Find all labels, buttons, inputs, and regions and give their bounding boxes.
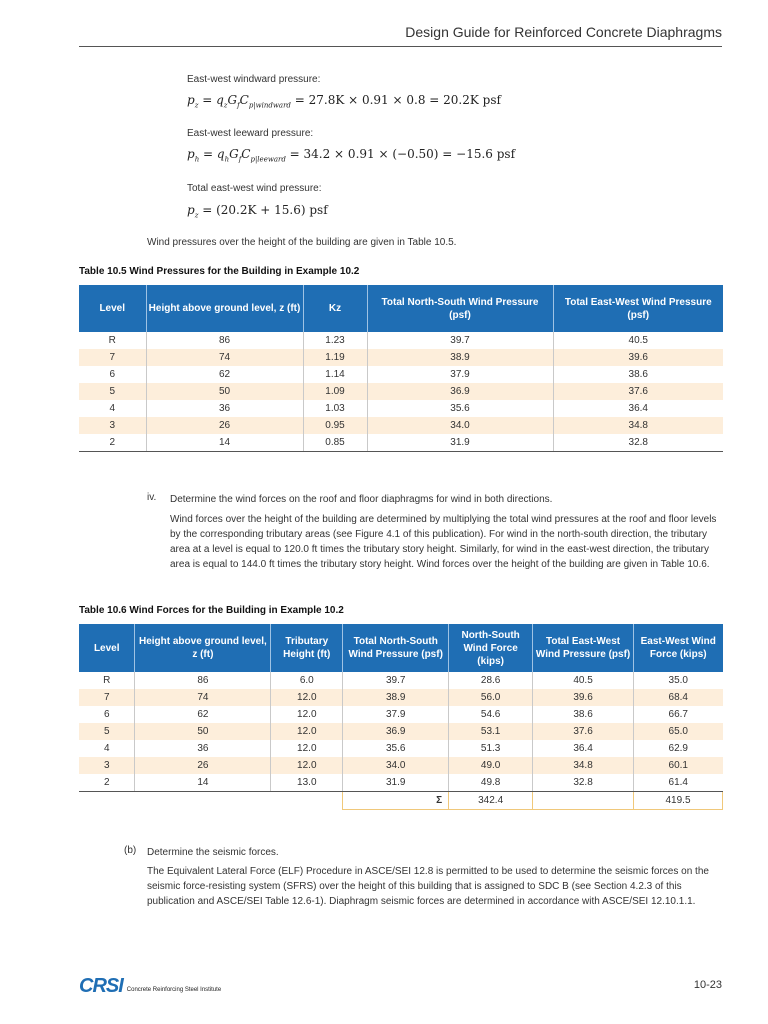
table-cell: 1.14 [303,366,367,383]
table-cell: 2 [79,434,146,452]
table-cell [271,792,343,810]
table-cell: 4 [79,740,135,757]
table-cell: 32.8 [533,774,634,792]
table-header-cell: Kz [303,285,367,332]
table-cell: 26 [135,757,271,774]
table-cell: 36.9 [343,723,449,740]
ew-leeward-equation-rhs: = 34.2 × 0.91 × (−0.50) = −15.6 psf [289,147,516,161]
table-row [79,349,723,366]
table-10-6 [79,624,723,810]
table-cell: 37.6 [553,383,723,400]
table-cell: 4 [79,400,146,417]
logo-mark: CRSI [79,975,123,997]
running-header: Design Guide for Reinforced Concrete Diaphragms [405,24,722,40]
table-cell: 50 [146,383,303,400]
header-rule [79,46,722,47]
table-row [79,417,723,434]
table-cell [533,792,634,810]
step-iv-body: Wind forces over the height of the building are determined by multiplying the total wind pressures at the roof and floor levels by the corresponding tributary areas (see Figure 4.1 of this publication). For wind in the north-south direction, the tributary area at a level is equal to 120.0 ft times the tributary story height. Similarly, for wind in the east-west direction, the tributary area is equal to 144.0 ft times the tributary story height. Wind forces over the height of the building are given in Table 10.6. [170,514,717,570]
table-cell: 35.0 [668,675,688,686]
table-cell: 40.5 [628,335,648,346]
table-cell: 61.4 [634,774,723,792]
table-cell: 38.9 [367,349,553,366]
page-number: 10-23 [693,979,722,991]
table-header-cell: Height above ground level, z (ft) [146,285,303,332]
table-10-5 [79,285,723,452]
table-row [79,383,723,400]
table-header-cell: Total East-West Wind Pressure (psf) [553,285,723,332]
table-cell: 31.9 [343,774,449,792]
table-cell: 6.0 [271,672,343,689]
table-cell: 38.9 [343,689,449,706]
table-cell: 14 [146,434,303,452]
table-cell: 36.9 [367,383,553,400]
table-cell: 39.7 [367,332,553,349]
table-row [79,757,723,774]
table-cell: R [79,672,135,689]
table-cell: 53.1 [449,723,533,740]
table-row [79,366,723,383]
table-cell: 12.0 [271,757,343,774]
table-cell: 34.8 [533,757,634,774]
table-cell: 60.1 [634,757,723,774]
step-iv-number: iv. [147,492,157,503]
ew-windward-equation: $p_z = q_zG_fC_{p|windward} = 27.8K \times 0.91 \times 0.8 = 20.2K$ psf [187,93,501,110]
table-cell: 49.8 [449,774,533,792]
table-cell: 37.6 [533,723,634,740]
sum-east-west: 419.5 [634,792,723,810]
table-header-cell: East-West Wind Force (kips) [634,624,723,672]
table-header-cell: Total East-West Wind Pressure (psf) [533,624,634,672]
table-cell: 54.6 [449,706,533,723]
table-10-5-caption: Table 10.5 Wind Pressures for the Building in Example 10.2 [79,266,360,277]
table-row [79,332,723,349]
table-cell: 37.9 [367,366,553,383]
table-header-cell: Level [79,285,146,332]
table-row [79,400,723,417]
table-cell: 2 [79,774,135,792]
ew-windward-equation-rhs: = 27.8K × 0.91 × 0.8 = 20.2K psf [294,93,501,107]
table-cell: 0.95 [303,417,367,434]
table-cell: 74 [135,689,271,706]
table-header-cell: North-South Wind Force (kips) [449,624,533,672]
table-row [79,689,723,706]
table-row [79,672,723,689]
ew-windward-label: East-west windward pressure: [187,74,321,85]
table-cell: 74 [146,349,303,366]
table-row [79,740,723,757]
table-row [79,434,723,452]
ew-leeward-equation: $p_h = q_hG_fC_{p|leeward} = 34.2 \times 0.91 \times (-0.50) = -15.6$ psf [187,147,516,164]
table-10-6-caption: Table 10.6 Wind Forces for the Building in Example 10.2 [79,605,344,616]
table-cell: 36.4 [628,403,648,414]
ew-total-equation-rhs: = (20.2K + 15.6) psf [202,203,328,217]
table-cell: 3 [79,757,135,774]
table-cell: 12.0 [271,689,343,706]
step-b-title: Determine the seismic forces. [147,847,279,858]
table-cell: 12.0 [271,740,343,757]
table-cell: 5 [79,723,135,740]
table-cell: 39.6 [533,689,634,706]
step-b-number: (b) [124,845,137,856]
sum-row [79,792,723,810]
table-cell: 3 [79,417,146,434]
table-cell: R [79,332,146,349]
table-cell [135,792,271,810]
table-cell: 40.5 [533,672,634,689]
table-cell: 65.0 [634,723,723,740]
table-cell: 39.6 [553,349,723,366]
table-cell: 62 [146,366,303,383]
table-cell: 1.19 [303,349,367,366]
table-cell [79,792,135,810]
table-cell: 51.3 [449,740,533,757]
ew-total-equation: $p_z = (20.2K + 15.6)$ psf [187,203,328,220]
table-cell: 5 [79,383,146,400]
table-cell: 39.7 [343,672,449,689]
table-cell: 36.4 [533,740,634,757]
table-cell: 6 [79,706,135,723]
table-cell: 66.7 [668,709,688,720]
table-cell: 1.03 [303,400,367,417]
table-cell: 14 [135,774,271,792]
table-cell: 13.0 [271,774,343,792]
table-cell: 34.0 [367,417,553,434]
table-cell: 34.0 [343,757,449,774]
sum-symbol: Σ [343,792,449,810]
table-cell: 1.23 [303,332,367,349]
table-cell: 38.6 [628,369,648,380]
table-cell: 62 [135,706,271,723]
table-row [79,723,723,740]
logo-subtitle: Concrete Reinforcing Steel Institute [126,987,222,993]
table-cell: 35.6 [367,400,553,417]
table-cell: 28.6 [449,672,533,689]
table-cell: 36 [135,740,271,757]
table-header-cell: Total North-South Wind Pressure (psf) [367,285,553,332]
table-cell: 0.85 [303,434,367,452]
table-cell: 7 [79,689,135,706]
table-cell: 35.6 [343,740,449,757]
table-cell: 6 [79,366,146,383]
table-cell: 38.6 [533,706,634,723]
table-cell: 1.09 [303,383,367,400]
table-header-cell: Level [79,624,135,672]
table-row [79,706,723,723]
table-cell: 86 [146,332,303,349]
table-cell: 49.0 [449,757,533,774]
table-header-cell: Height above ground level, z (ft) [135,624,271,672]
table-cell: 7 [79,349,146,366]
table-cell: 86 [135,672,271,689]
table-header-cell: Tributary Height (ft) [271,624,343,672]
table-cell: 26 [146,417,303,434]
step-b-body: The Equivalent Lateral Force (ELF) Procedure in ASCE/SEI 12.8 is permitted to be used to determine the seismic forces on the seismic force-resisting system (SFRS) over the height of this building that is assigned to SDC B (see Section 4.2.3 of this publication and ASCE/SEI Table 12.6-1). Diaphragm seismic forces are determined in accordance with ASCE/SEI 12.10.1.1. [147,866,709,907]
sum-north-south: 342.4 [449,792,533,810]
table-cell: 12.0 [271,723,343,740]
step-iv-title: Determine the wind forces on the roof and floor diaphragms for wind in both directions. [170,494,553,505]
table-cell: 32.8 [553,434,723,452]
crsi-logo [79,976,221,996]
table-cell: 62.9 [668,743,688,754]
pressure-note: Wind pressures over the height of the building are given in Table 10.5. [147,237,457,248]
ew-total-label: Total east-west wind pressure: [187,183,322,194]
table-header-cell: Total North-South Wind Pressure (psf) [343,624,449,672]
table-cell: 34.8 [553,417,723,434]
table-cell: 56.0 [449,689,533,706]
table-cell: 36 [146,400,303,417]
table-cell: 37.9 [343,706,449,723]
table-cell: 50 [135,723,271,740]
table-cell: 12.0 [271,706,343,723]
table-cell: 31.9 [367,434,553,452]
ew-leeward-label: East-west leeward pressure: [187,128,314,139]
table-cell: 68.4 [634,689,723,706]
table-row [79,774,723,792]
